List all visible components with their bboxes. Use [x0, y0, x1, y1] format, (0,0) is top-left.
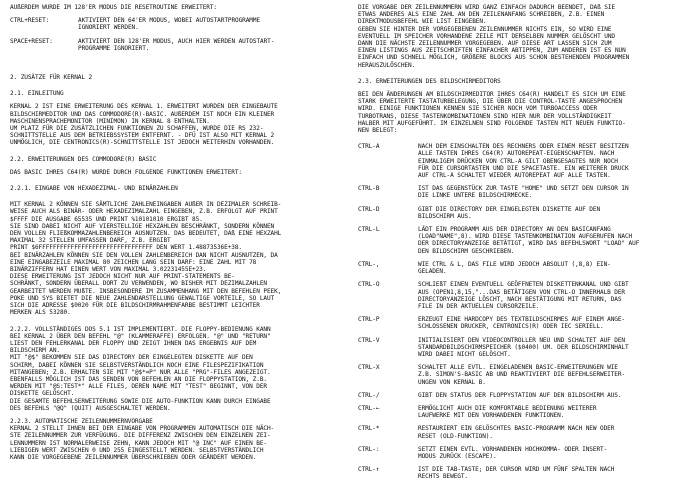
right-column [358, 4, 692, 487]
key-combo: CTRL-: [358, 445, 380, 453]
key-combo: CTRL-A [358, 143, 380, 151]
reset-key: CTRL+RESET: [10, 17, 50, 25]
key-combo: CTRL-L [358, 226, 380, 234]
key-combo: CTRL-D [358, 205, 380, 213]
key-entry [358, 261, 692, 275]
key-entry [358, 185, 692, 199]
reset-entry [10, 38, 350, 52]
key-entry [358, 337, 692, 359]
key-entry [358, 405, 692, 419]
key-combo: CTRL-↑ [358, 466, 380, 474]
paragraph: DIE VORGABE DER ZEILENNUMMERN WIRD GANZ EINFACH DADURCH BEENDET, DAß SIE ETWAS ANDERES ALS EINE ZAHL AN DEN ZEILENANFANG SCHREIBEN, Z.B. EINEN DIREKTMODUSBEFEHL WIE LIST EINGEBEN. GEBEN SIE HINTER DER VORGEGEBENEN ZEILENNUMMER NICHTS EIN, SO WIRD EINE EVENTUELL IM SPEICHER VORHANDENE ZEILE MIT DERSELBEN NUMMER GELÖSCHT UND DANN DIE NÄCHSTE ZEILENNUMMER VORGEGEBEN. AUF DIESE ART LASSEN SICH ZUM EINEN LISTINGS AUS ZEITSCHRIFTEN EINFACHER ABTIPPEN, ZUM ANDEREN IST ES NUN EINFACH UND SCHNELL MÖGLICH, GRÖßERE BLOCKS AUS SCHON BESTEHENDEN PROGRAMMEN HERAUSZULÖSCHEN. [358, 4, 630, 69]
section-heading: 2.2.3. AUTOMATISCHE ZEILENNUMMERNVORGABE [10, 417, 153, 425]
key-desc: SCHLIEßT EINEN EVENTUELL GEÖFFNETEN DISKETTENKANAL UND GIBT AUS (OPEN1,8,15,"...DAS BETÄTIGEN VON CTRL-O INNERHALB DER DIRECTORYANZEIGE LÖSCHT, NACH BESTÄTIGUNG MIT RETURN, DAS FILE IN DER AKTUELLEN CURSORZEILE. [418, 281, 629, 310]
key-combo: CTRL-B [358, 185, 380, 193]
reset-desc: AKTIVIERT DEN 64'ER MODUS, WOBEI AUTOSTARTPROGRAMME IGNORIERT WERDEN. [78, 17, 261, 32]
key-entry [358, 206, 692, 220]
key-combo: CTRL-* [358, 425, 380, 433]
section-heading: 2.1. EINLEITUNG [10, 90, 64, 98]
paragraph: DAS BASIC IHRES C64(R) WURDE DURCH FOLGENDE FUNKTIONEN ERWEITERT: [10, 168, 242, 176]
key-desc: INITIALISIERT DEN VIDEOCONTROLLER NEU UND SCHALTET AUF DEN STANDARDBILDSCHIRMSPEICHER ($0400) UM. DER BILDSCHIRMINHALT WIRD DABEI NICHT GELÖSCHT. [418, 336, 629, 358]
reset-key: SPACE+RESET: [10, 37, 53, 45]
key-desc: ERMÖGLICHT AUCH DIE KOMFORTABLE BEDIENUNG WEITERER LAUFWERKE MIT DEN VORHANDENEN FUNKTIONEN. [418, 404, 597, 420]
left-column [10, 4, 350, 461]
key-entry [358, 466, 692, 480]
key-desc: RESTAURIERT EIN GELÖSCHTES BASIC-PROGRAMM NACH NEW ODER RESET (OLD-FUNKTION). [418, 425, 615, 440]
key-combo: CTRL-X [358, 364, 380, 372]
section-heading: 2.2. ERWEITERUNGEN DES COMMODORE(R) BASIC [10, 155, 157, 163]
key-combo: CTRL-, [358, 260, 380, 268]
key-combo: CTRL-P [358, 316, 380, 324]
key-desc: SETZT EINEN EVTL. VORHANDENEN HOCHKOMMA- ODER INSERT- MODUS ZURÜCK (ESCAPE). [418, 445, 608, 460]
paragraph: MIT KERNAL 2 KÖNNEN SIE SÄMTLICHE ZAHLENEINGABEN AUßER IN DEZIMALER SCHREIB- WEISE AUCH ALS BINÄR- ODER HEXADEZIMALZAHL EINGEBEN, Z.B. ERFOLGT AUF PRINT $FFFF DIE AUSGABE 65535 UND PRINT %10101010 ERGIBT 85. SIE SIND DABEI NICHT AUF VIERSTELLIGE HEXZAHLEN BESCHRÄNKT, SONDERN KÖNNEN DEN VOLLEN FLIEßKOMMAZAHLENBEREICH AUSNUTZEN. DAS BEDEUTET, DAß EINE HEXZAHL MAXIMAL 32 STELLEN UMFASSEN DARF, Z.B. ERGIBT PRINT $6FFFFFFFFFFFFFFFFFFFFFFFFFFFFFFFF DEN WERT 1.48873536E+38. BEI BINÄRZAHLEN KÖNNEN SIE DEN VOLLEN ZAHLENBEREICH DAN NICHT AUSNUTZEN, DA EINE EINGABEZEILE MAXIMAL 80 ZEICHEN LANG SEIN DARF: EINE ZAHL MIT 78 BINÄRZIFFERN HAT EINEN WERT VON MAXIMAL 3.02231455E+23. DIESE ERWEITERUNG IST JEDOCH NICHT NUR AUF PRINT-STATEMENTS BE- SCHRÄNKT, SONDERN ÜBERALL DORT ZU VERWENDEN, WO BISHER MIT DEZIMALZAHLEN GEARBEITET WERDEN MUßTE. INSBESONDERE IM ZUSAMMENHANG MIT DEN BEFEHLEN PEEK, POKE UND SYS BIETET DIE NEUE ZAHLENDARSTELLUNG GEWALTIGE VORTEILE, SO LAUT SICH DIE ADRESSE $0020 FÜR DIE BILDSCHIRMRAHMENFARBE BESTIMMT LEICHTER MERKEN ALS 53280. [10, 201, 282, 317]
key-desc: GIBT DIE DIRECTORY DER EINGELEGTEN DISKETTE AUF DEN BILDSCHIRM AUS. [418, 205, 601, 220]
key-desc: NACH DEM EINSCHALTEN DES RECHNERS ODER EINEM RESET BESITZEN ALLE TASTEN IHRES C64(R) AUTOREPEAT-EIGENSCHAFTEN. NACH EINMALIGEM DRÜCKEN VON CTRL-A GILT OBENGESAGTES NUR NOCH FÜR DIE CURSORTASTEN UND DIE SPACETASTE. EIN WEITERER DRUCK AUF CTRL-A SCHALTET WIEDER AUTOREPEAT AUF ALLE TASTEN. [418, 143, 629, 180]
key-combo: CTRL-← [358, 404, 380, 412]
key-entry [358, 425, 692, 439]
paragraph: MIT "@$" BEKOMMEN SIE DAS DIRECTORY DER EINGELEGTEN DISKETTE AUF DEN SCHIRM, DABEI KÖNNEN SIE SELBSTVERSTÄNDLICH NOCH EINE FILESPEZIFIKATION MITANGEBEN; Z.B. ERHALTEN SIE MIT "@$*=P" NUR ALLE "PRG"-FILES ANGEZEIGT. EBENFALLS MÖGLICH IST DAS SENDEN VON BEFEHLEN AN DIE FLOPPYSTATION, Z.B. WERDEN MIT "@S:TEST*" ALLE FILES, DEREN NAME MIT "TEST" BEGINNT, VON DER DISKETTE GELÖSCHT. DIE GESAMTE BEFEHLSERWEITERUNG SOWIE DIE AUTO-FUNKTION KANN DURCH EINGABE DES BEFEHLS "@Q" (QUIT) AUSGESCHALTET WERDEN. [10, 354, 271, 412]
paragraph: KERNAL 2 IST EINE ERWEITERUNG DES KERNAL 1. ERWEITERT WURDEN DER EINGEBAUTE BILDSCHIRMEDITOR UND DAS COMMODORE(R)-BASIC. AUßERDEM IST NOCH EIN KLEINER MASCHINENSPRACHEMONITOR (MINIMON) IN KERNAL 8 ENTHALTEN. UM PLATZ FÜR DIE ZUSÄTZLICHEN FUNKTIONEN ZU SCHAFFEN, WURDE DIE RS 232- SCHNITTSTELLE AUS DEM BETRIEBSSYSTEM ENTFERNT. - DFÜ IST ALSO MIT KERNAL 2 UNMÖGLICH, DIE CENTRONICS(R)-SCHNITTSTELLE IST JEDOCH WEITERHIN VORHANDEN. [10, 103, 278, 147]
key-combo: CTRL-/ [358, 391, 380, 399]
intro-text: AUßERDEM WURDE IM 128'ER MODUS DIE RESETROUTINE ERWEITERT: [10, 4, 217, 11]
key-desc: ERZEUGT EINE HARDCOPY DES TEXTBILDSCHIRMES AUF EINEM ANGE- SCHLOSSENEN DRUCKER, CENTRONICS(R) ODER IEC SERIELL. [418, 316, 625, 331]
key-combo: CTRL-V [358, 336, 380, 344]
key-desc: IST DIE TAB-TASTE; DER CURSOR WIRD UM FÜNF SPALTEN NACH RECHTS BEWEGT. [418, 466, 615, 481]
section-heading: 2.2.2. VOLLSTÄNDIGES DOS 5.1 IST IMPLEMENTIERT. DIE FLOPPY-BEDIENUNG KANN BEI KERNAL 2 ÜBER DEN BEFEHL "@" (KLAMMERAFFE) ERFOLGEN. "@" UND "RETURN" LIEST DEN FEHLERKANAL DER FLOPPY UND ZEIGT IHNEN DAS ERGEBNIS AUF DEM BILDSCHIRM AN. [10, 325, 271, 355]
key-desc: LÄDT EIN PROGRAMM AUS DER DIRECTORY AN DEN BASICANFANG (LOAD"NAME",8). WIRD DIESE TASTENKOMBINATION AUFGERUFEN NACH DER DIRECTORYANZEIGE BETÄTIGT, WIRD DAS BEFEHLSWORT "LOAD" AUF DEN BILDSCHIRM GESCHRIEBEN. [418, 226, 640, 255]
paragraph: BEI DEN ÄNDERUNGEN AM BILDSCHIRMEDITOR IHRES C64(R) HANDELT ES SICH UM EINE STARK ERWEITERTE TASTATURBELEGUNG, DIE ÜBER DIE CONTROL-TASTE ANGESPROCHEN WIRD. EINIGE FUNKTIONEN KENNEN SIE SICHER NOCH VOM TURBOACCESS ODER TURBOTRANS, DIESE TASTENKOMBINATIONEN SIND HIER NUR DER VOLLSTÄNDIGKEIT HALBER MIT AUFGEFÜHRT. IM EINZELNEN SIND FOLGENDE TASTEN MIT NEUEN FUNKTIO- NEN BELEGT: [358, 91, 626, 135]
key-desc: IST DAS GEGENSTÜCK ZUR TASTE "HOME" UND SETZT DEN CURSOR IN DIE LINKE UNTERE BILDSCHIRMECKE. [418, 185, 629, 200]
key-entry [358, 281, 692, 310]
key-desc: SCHALTET ALLE EVTL. EINGELADENEN BASIC-ERWEITERUNGEN WIE Z.B. SIMON'S-BASIC AB UND REAKTIVIERT DIE BEFEHLSERWEITER- UNGEN VON KERNAL B. [418, 364, 625, 386]
key-entry [358, 316, 692, 330]
key-entry [358, 226, 692, 255]
key-entry [358, 364, 692, 386]
key-desc: WIE CTRL & L, DAS FILE WIRD JEDOCH ABSOLUT (,8,8) EIN- GELADEN. [418, 260, 611, 276]
section-heading: 2.3. ERWEITERUNGEN DES BILDSCHIRMEDITORS [358, 77, 501, 85]
key-combo: CTRL-O [358, 281, 380, 289]
key-entry [358, 392, 692, 399]
reset-entry [10, 17, 350, 31]
paragraph: KERNAL 2 STELLT IHNEN BEI DER EINGABE VON PROGRAMMEN AUTOMATISCH DIE NÄCH- STE ZEILENNUMMER ZUR VERFÜGUNG. DIE DIFFERENZ ZWISCHEN DEN EINZELNEN ZEI- LENNUMMERN IST NORMALERWEISE ZEHN, KANN JEDOCH MIT "@ INC" AUF EINEN BE- LIEBIGEN WERT ZWISCHEN 0 UND 255 EINGESTELLT WERDEN. SELBSTVERSTÄNDLICH KANN DIE VORGEGEBENE ZEILENNUMMER ÜBERSCHRIEBEN ODER GEÄNDERT WERDEN. [10, 425, 275, 461]
key-entry [358, 446, 692, 460]
section-heading: 2.2.1. EINGABE VON HEXADEZIMAL- UND BINÄRZAHLEN [10, 185, 178, 193]
section-heading: 2. ZUSÄTZE FÜR KERNAL 2 [10, 74, 93, 82]
key-desc: GIBT DEN STATUS DER FLOPPYSTATION AUF DEN BILDSCHIRM AUS. [418, 391, 622, 399]
key-entry [358, 143, 692, 179]
reset-desc: AKTIVIERT DEN 128'ER MODUS, AUCH HIER WERDEN AUTOSTART- PROGRAMME IGNORIERT. [78, 37, 275, 52]
